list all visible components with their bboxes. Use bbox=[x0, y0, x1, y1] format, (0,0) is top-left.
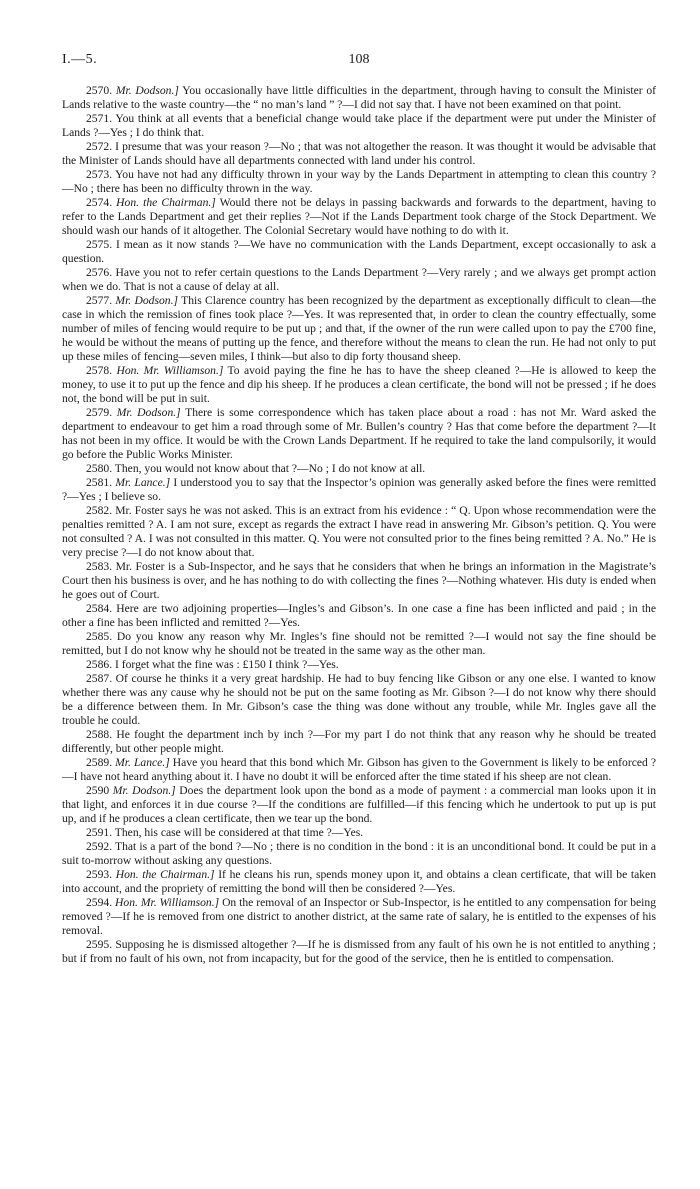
question-number: 2579. bbox=[86, 406, 113, 419]
question-paragraph bbox=[62, 504, 656, 560]
question-paragraph bbox=[62, 112, 656, 140]
question-paragraph bbox=[62, 560, 656, 602]
question-text: On the removal of an Inspector or Sub-Inspector, is he entitled to any compensation for being removed ?—If he is removed from one district to another district, at the same rate of salary, he is entitled to the expenses of his removal. bbox=[62, 896, 656, 937]
question-paragraph bbox=[62, 728, 656, 756]
question-text: There is some correspondence which has taken place about a road : has not Mr. Ward asked the department to endeavour to get him a road through some of Mr. Bullen’s country ? Has that come before the department ?—It has not been in my office. It would be with the Crown Lands Department. If he required to take the land compulsorily, it would go before the Public Works Minister. bbox=[62, 406, 656, 461]
question-number: 2574. bbox=[86, 196, 113, 209]
question-number: 2580. bbox=[86, 462, 113, 475]
question-number: 2589. bbox=[86, 756, 113, 769]
question-text: I mean as it now stands ?—We have no communication with the Lands Department, except occasionally to ask a question. bbox=[62, 238, 656, 265]
question-text: Supposing he is dismissed altogether ?—If he is dismissed from any fault of his own he is not entitled to anything ; but if from no fault of his own, not from incapacity, but for the good of the service, then he is entitled to compensation. bbox=[62, 938, 656, 965]
speaker-name: Mr. Dodson.] bbox=[116, 406, 181, 419]
question-text: Of course he thinks it a very great hardship. He had to buy fencing like Gibson or any one else. I wanted to know whether there was any cause why he should not be put on the same footing as Mr. Gibson ?—I do not know why there should be a difference between them. In Mr. Gibson’s case the thing was done without any trouble, while Mr. Ingles gave all the trouble he could. bbox=[62, 672, 656, 727]
question-number: 2581. bbox=[86, 476, 113, 489]
question-number: 2592. bbox=[86, 840, 113, 853]
question-text: Mr. Foster is a Sub-Inspector, and he says that he considers that when he brings an information in the Magistrate’s Court then his business is over, and he has nothing to do with collecting the fines ?—Nothing whatever. His duty is ended when he goes out of Court. bbox=[62, 560, 656, 601]
question-text: Mr. Foster says he was not asked. This is an extract from his evidence : “ Q. Upon whose recommendation were the penalties remitted ? A. I am not sure, except as regards the extract I have read in answering Mr. Gibson’s petition. Q. You were not consulted ? A. I was not consulted in this matter. Q. You were not consulted prior to the fines being remitted ? A. No.” He is very precise ?—I do not know about that. bbox=[62, 504, 656, 559]
question-number: 2578. bbox=[86, 364, 113, 377]
question-text: Have you not to refer certain questions to the Lands Department ?—Very rarely ; and we always get prompt action when we do. That is not a cause of delay at all. bbox=[62, 266, 656, 293]
question-text: I forget what the fine was : £150 I think ?—Yes. bbox=[115, 658, 339, 671]
question-number: 2582. bbox=[86, 504, 113, 517]
question-number: 2586. bbox=[86, 658, 113, 671]
question-number: 2571. bbox=[86, 112, 113, 125]
speaker-name: Mr. Dodson.] bbox=[112, 784, 176, 797]
question-number: 2588. bbox=[86, 728, 113, 741]
question-number: 2572. bbox=[86, 140, 113, 153]
question-number: 2583. bbox=[86, 560, 113, 573]
question-paragraph bbox=[62, 756, 656, 784]
question-text: Would there not be delays in passing backwards and forwards to the department, having to refer to the Lands Department and get their replies ?—Not if the Lands Department took charge of the Stock Department. We should wash our hands of it altogether. The Colonial Secretary would have nothing to do with it. bbox=[62, 196, 656, 237]
question-paragraph bbox=[62, 462, 656, 476]
speaker-name: Hon. Mr. Williamson.] bbox=[116, 364, 224, 377]
question-paragraph bbox=[62, 476, 656, 504]
question-paragraph bbox=[62, 672, 656, 728]
question-paragraph bbox=[62, 406, 656, 462]
question-text: Does the department look upon the bond as a mode of payment : a commercial man looks upon it in that light, and enforces it in due course ?—If the conditions are fulfilled—if this fencing which he undertook to put up is put up, and if he produces a clean certificate, then we tear up the bond. bbox=[62, 784, 656, 825]
question-text: To avoid paying the fine he has to have the sheep cleaned ?—He is allowed to keep the money, to use it to put up the fence and dip his sheep. If he produces a clean certificate, the bond will not be pressed ; if he does not, the bond will be put in suit. bbox=[62, 364, 656, 405]
question-paragraph bbox=[62, 84, 656, 112]
question-paragraph bbox=[62, 938, 656, 966]
question-paragraph bbox=[62, 784, 656, 826]
page-number: 108 bbox=[348, 52, 370, 67]
speaker-name: Mr. Lance.] bbox=[115, 476, 171, 489]
question-number: 2576. bbox=[86, 266, 113, 279]
question-paragraph bbox=[62, 868, 656, 896]
question-paragraph bbox=[62, 602, 656, 630]
document-body bbox=[62, 84, 656, 966]
question-paragraph bbox=[62, 238, 656, 266]
question-text: You think at all events that a beneficial change would take place if the department were put under the Minister of Lands ?—Yes ; I do think that. bbox=[62, 112, 657, 139]
question-text: Then, you would not know about that ?—No ; I do not know at all. bbox=[114, 462, 426, 475]
speaker-name: Hon. the Chairman.] bbox=[115, 868, 215, 881]
speaker-name: Hon. the Chairman.] bbox=[116, 196, 216, 209]
speaker-name: Mr. Dodson.] bbox=[115, 294, 178, 307]
question-text: Here are two adjoining properties—Ingles’s and Gibson’s. In one case a fine has been inflicted and paid ; in the other a fine has been inflicted and remitted ?—Yes. bbox=[62, 602, 656, 629]
page-header bbox=[62, 52, 656, 70]
speaker-name: Mr. Dodson.] bbox=[115, 84, 179, 97]
question-number: 2593. bbox=[86, 868, 113, 881]
question-number: 2577. bbox=[86, 294, 113, 307]
question-text: Do you know any reason why Mr. Ingles’s fine should not be remitted ?—I would not say the fine should be remitted, but I do not know why he should not be treated in the same way as the other man. bbox=[62, 630, 656, 657]
question-paragraph bbox=[62, 826, 656, 840]
question-number: 2595. bbox=[86, 938, 113, 951]
question-text: Then, his case will be considered at that time ?—Yes. bbox=[114, 826, 364, 839]
question-paragraph bbox=[62, 364, 656, 406]
question-text: This Clarence country has been recognized by the department as exceptionally difficult to clean—the case in which the remission of fines took place ?—Yes. It was represented that, in order to clean the country effectually, some number of miles of fencing would require to be put up ; and that, if the owner of the run were called upon to pay the £700 fine, he would be without the means of putting up the fence, and therefore without the means to clean the run. He had not only to put up these miles of fencing—seven miles, I think—but also to dip forty thousand sheep. bbox=[62, 294, 656, 363]
question-paragraph bbox=[62, 140, 656, 168]
question-text: I presume that was your reason ?—No ; that was not altogether the reason. It was thought it would be advisable that the Minister of Lands should have all departments connected with land under his control. bbox=[62, 140, 656, 167]
question-text: If he cleans his run, spends money upon it, and obtains a clean certificate, that will be taken into account, and the propriety of remitting the bond will then be considered ?—Yes. bbox=[62, 868, 656, 895]
question-text: Have you heard that this bond which Mr. Gibson has given to the Government is likely to be enforced ?—I have not heard anything about it. I have no doubt it will be enforced after the time stated if his sheep are not clean. bbox=[62, 756, 656, 783]
question-paragraph bbox=[62, 840, 656, 868]
question-number: 2587. bbox=[86, 672, 113, 685]
question-number: 2590 bbox=[86, 784, 110, 797]
question-text: You occasionally have little difficulties in the department, through having to consult the Minister of Lands relative to the waste country—the “ no man’s land ” ?—I did not say that. I have not been examined on that point. bbox=[62, 84, 657, 111]
speaker-name: Hon. Mr. Williamson.] bbox=[115, 896, 220, 909]
question-paragraph bbox=[62, 168, 656, 196]
question-number: 2591. bbox=[86, 826, 113, 839]
question-paragraph bbox=[62, 630, 656, 658]
page-reference: I.—5. bbox=[62, 52, 98, 67]
question-number: 2584. bbox=[86, 602, 113, 615]
speaker-name: Mr. Lance.] bbox=[115, 756, 170, 769]
question-number: 2594. bbox=[86, 896, 113, 909]
question-number: 2575. bbox=[86, 238, 113, 251]
question-paragraph bbox=[62, 896, 656, 938]
question-number: 2570. bbox=[86, 84, 113, 97]
question-number: 2585. bbox=[86, 630, 113, 643]
question-text: He fought the department inch by inch ?—For my part I do not think that any reason why he should be treated differently, but other people might. bbox=[62, 728, 656, 755]
question-text: You have not had any difficulty thrown in your way by the Lands Department in attempting to clean this country ?—No ; there has been no difficulty thrown in the way. bbox=[62, 168, 657, 195]
question-paragraph bbox=[62, 196, 656, 238]
question-paragraph bbox=[62, 294, 656, 364]
question-text: I understood you to say that the Inspector’s opinion was generally asked before the fines were remitted ?—Yes ; I believe so. bbox=[62, 476, 656, 503]
question-paragraph bbox=[62, 658, 656, 672]
question-text: That is a part of the bond ?—No ; there is no condition in the bond : it is an unconditional bond. It could be put in a suit to-morrow without asking any questions. bbox=[62, 840, 656, 867]
question-paragraph bbox=[62, 266, 656, 294]
question-number: 2573. bbox=[86, 168, 113, 181]
